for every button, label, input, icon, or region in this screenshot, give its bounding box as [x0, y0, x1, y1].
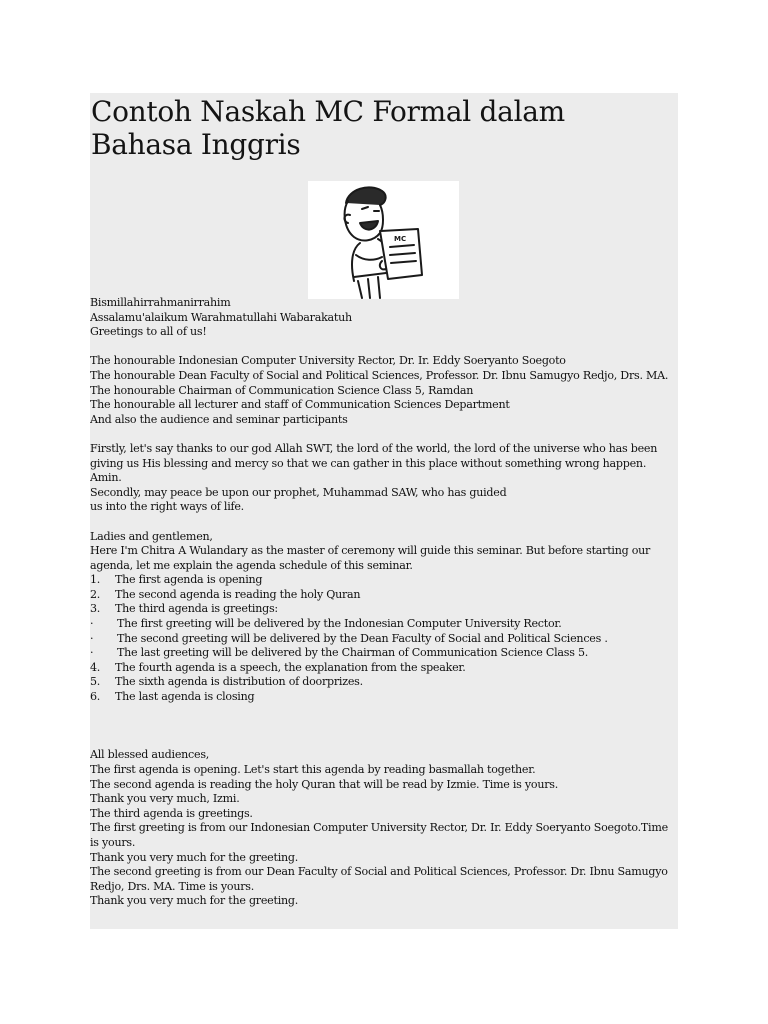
agenda-item — [90, 675, 676, 690]
greeting-bullet-item — [90, 632, 676, 647]
spacer — [90, 340, 676, 355]
spacer — [90, 427, 676, 442]
honourable-line: The honourable Indonesian Computer University Rector, Dr. Ir. Eddy Soeryanto Soegoto — [90, 354, 566, 368]
illustration-label: MC — [394, 235, 407, 243]
honourable-line: And also the audience and seminar participants — [90, 412, 348, 426]
script-line: The second greeting is from our Dean Faculty of Social and Political Sciences, Professor. Dr. Ibnu Samugyo Redjo, Drs. MA. Time is yours. — [90, 865, 668, 893]
agenda-text: The sixth agenda is distribution of doorprizes. — [115, 675, 363, 689]
opening-line: Greetings to all of us! — [90, 325, 207, 339]
document-title: Contoh Naskah MC Formal dalam Bahasa Inggris — [91, 95, 565, 161]
script-line: Thank you very much for the greeting. — [90, 850, 299, 864]
script-line: Thank you very much for the greeting. — [90, 894, 299, 908]
thanks-paragraph: Firstly, let's say thanks to our god Allah SWT, the lord of the world, the lord of the universe who has been giving us His blessing and mercy so that we can gather in this place without something wrong happen. Amin. — [90, 441, 658, 485]
agenda-number: 4. — [90, 660, 101, 674]
agenda-text: The first agenda is opening — [115, 573, 263, 587]
agenda-number: 1. — [90, 573, 101, 587]
agenda-text: The third agenda is greetings: — [115, 602, 278, 616]
mc-speaker-icon — [308, 181, 459, 299]
thanks-line: Secondly, may peace be upon our prophet, Muhammad SAW, who has guided — [90, 485, 507, 499]
agenda-number: 5. — [90, 675, 101, 689]
document-body — [90, 296, 676, 909]
opening-line: Assalamu'alaikum Warahmatullahi Wabarakatuh — [90, 310, 352, 324]
agenda-item — [90, 588, 676, 603]
spacer — [90, 515, 676, 530]
mc-illustration — [308, 181, 459, 299]
agenda-text: The last agenda is closing — [115, 690, 255, 704]
honourable-line: The honourable all lecturer and staff of Communication Sciences Department — [90, 398, 510, 412]
agenda-intro-line: Ladies and gentlemen, — [90, 529, 213, 543]
document-page — [90, 93, 678, 929]
script-line: The third agenda is greetings. — [90, 806, 253, 820]
greeting-bullet-item — [90, 617, 676, 632]
greeting-bullet-text: The first greeting will be delivered by the Indonesian Computer University Rector. — [117, 617, 562, 631]
greeting-bullet-text: The second greeting will be delivered by the Dean Faculty of Social and Political Sciences . — [117, 631, 608, 645]
agenda-item — [90, 602, 676, 617]
agenda-item — [90, 573, 676, 588]
opening-line: Bismillahirrahmanirrahim — [90, 296, 231, 309]
agenda-number: 6. — [90, 690, 101, 704]
honourable-line: The honourable Dean Faculty of Social and Political Sciences, Professor. Dr. Ibnu Samugyo Redjo, Drs. MA. — [90, 368, 669, 382]
bullet-mark: · — [90, 631, 94, 645]
script-line: The second agenda is reading the holy Quran that will be read by Izmie. Time is yours. — [90, 777, 559, 791]
bullet-mark: · — [90, 617, 94, 631]
agenda-intro-paragraph: Here I'm Chitra A Wulandary as the master of ceremony will guide this seminar. But before starting our agenda, let me explain the agenda schedule of this seminar. — [90, 544, 651, 572]
bullet-mark: · — [90, 646, 94, 660]
spacer — [90, 705, 676, 749]
greeting-bullet-item — [90, 646, 676, 661]
agenda-item — [90, 690, 676, 705]
agenda-text: The fourth agenda is a speech, the explanation from the speaker. — [115, 660, 466, 674]
honourable-line: The honourable Chairman of Communication Science Class 5, Ramdan — [90, 383, 474, 397]
script-line: All blessed audiences, — [90, 748, 210, 762]
agenda-number: 3. — [90, 602, 101, 616]
script-line: The first greeting is from our Indonesian Computer University Rector, Dr. Ir. Eddy Soeryanto Soegoto.Time is yours. — [90, 821, 668, 849]
thanks-line: us into the right ways of life. — [90, 500, 244, 514]
agenda-item — [90, 661, 676, 676]
agenda-text: The second agenda is reading the holy Quran — [115, 587, 361, 601]
agenda-number: 2. — [90, 587, 101, 601]
greeting-bullet-text: The last greeting will be delivered by the Chairman of Communication Science Class 5. — [117, 646, 589, 660]
script-line: Thank you very much, Izmi. — [90, 792, 240, 806]
script-line: The first agenda is opening. Let's start this agenda by reading basmallah together. — [90, 763, 536, 777]
